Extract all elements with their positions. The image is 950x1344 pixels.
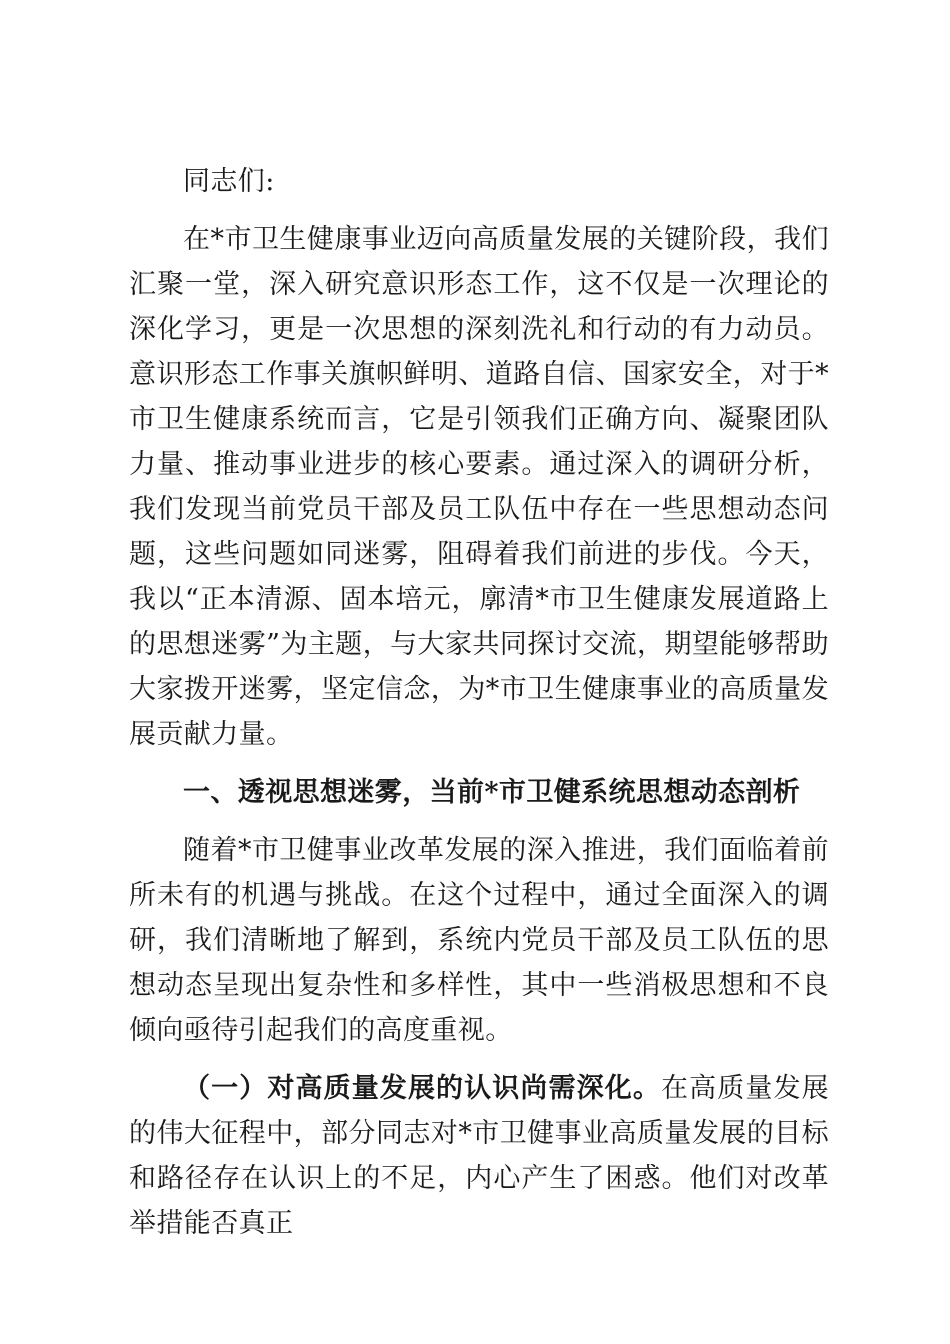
- intro-paragraph: 在*市卫生健康事业迈向高质量发展的关键阶段，我们汇聚一堂，深入研究意识形态工作，这不仅是一次理论的深化学习，更是一次思想的深刻洗礼和行动的有力动员。意识形态工作事关旗帜鲜明、道路自信、国家安全，对于*市卫生健康系统而言，它是引领我们正确方向、凝聚团队力量、推动事业进步的核心要素。通过深入的调研分析，我们发现当前党员干部及员工队伍中存在一些思想动态问题，这些问题如同迷雾，阻碍着我们前进的步伐。今天，我以“正本清源、固本培元，廓清*市卫生健康发展道路上的思想迷雾”为主题，与大家共同探讨交流，期望能够帮助大家拨开迷雾，坚定信念，为*市卫生健康事业的高质量发展贡献力量。: [129, 224, 829, 750]
- section-heading-1: 一、透视思想迷雾，当前*市卫健系统思想动态剖析: [183, 777, 801, 808]
- section-1-paragraph: 随着*市卫健事业改革发展的深入推进，我们面临着前所未有的机遇与挑战。在这个过程中，通过全面深入的调研，我们清晰地了解到，系统内党员干部及员工队伍的思想动态呈现出复杂性和多样性，其中一些消极思想和不良倾向亟待引起我们的高度重视。: [129, 835, 829, 1046]
- document-body: [129, 159, 829, 1246]
- subsection-1-paragraph: [129, 1066, 829, 1246]
- salutation: 同志们:: [183, 166, 275, 197]
- paragraph-gap: [129, 1053, 829, 1066]
- subsection-1-lead: （一）对高质量发展的认识尚需深化。: [183, 1073, 661, 1104]
- subsection-1-body: 在高质量发展的伟大征程中，部分同志对*市卫健事业高质量发展的目标和路径存在认识上的不足，内心产生了困惑。他们对改革举措能否真正: [129, 1073, 829, 1239]
